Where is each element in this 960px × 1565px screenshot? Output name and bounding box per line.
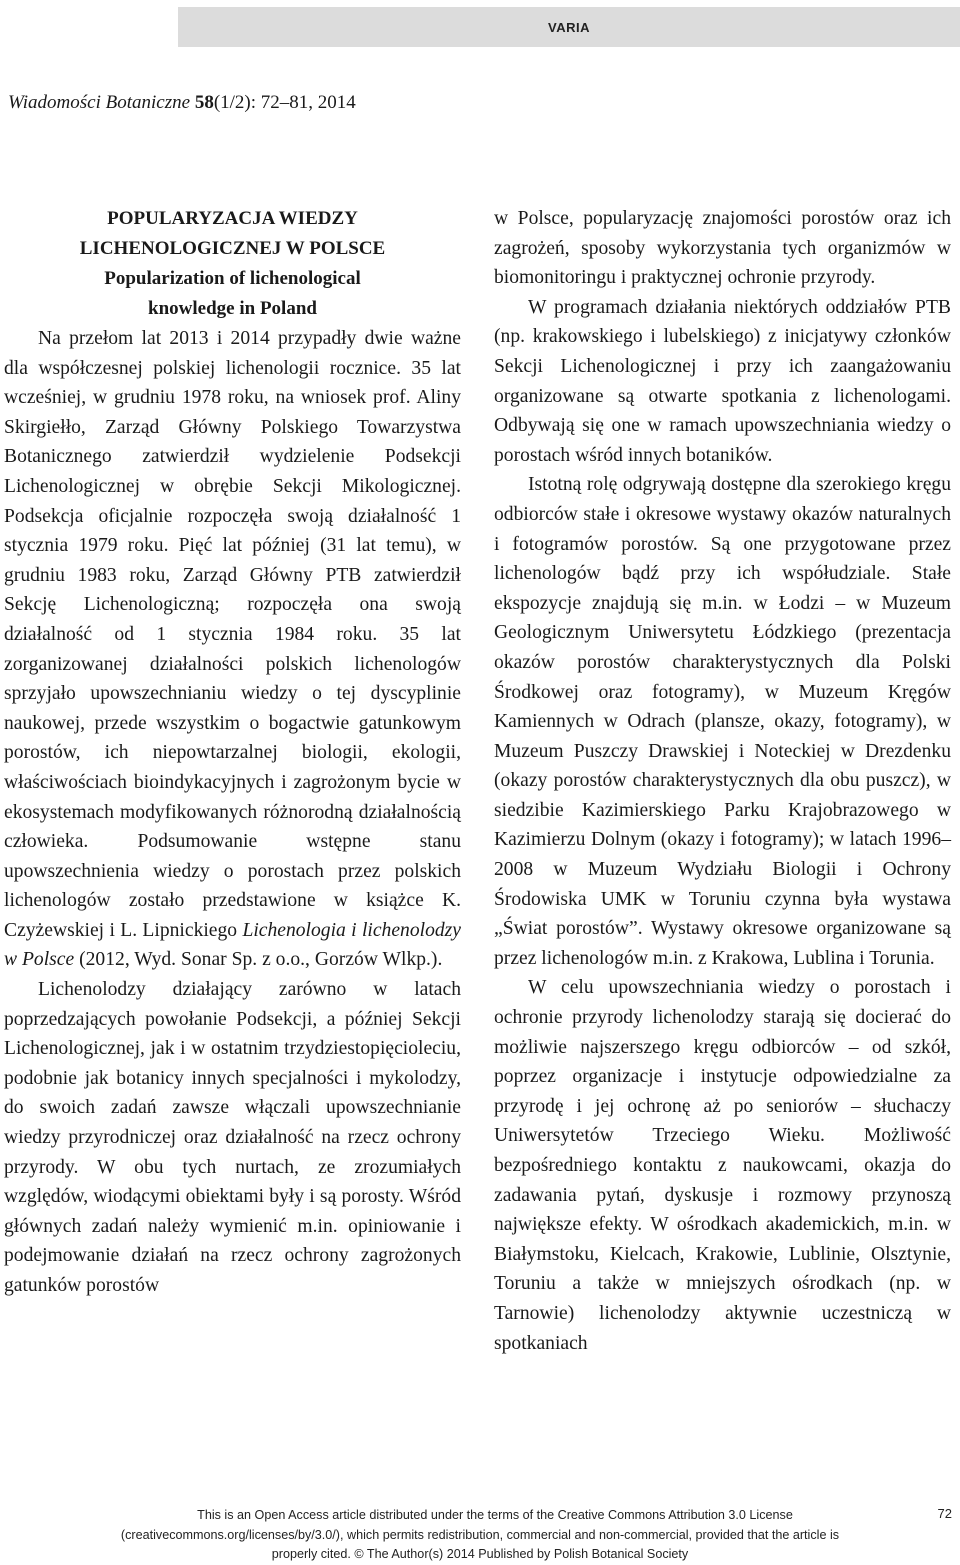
license-line: (creativecommons.org/licenses/by/3.0/), which permits redistribution, commercial and non-commercial, provided that the article is: [120, 1527, 840, 1542]
book-title: Lichenologia i lichenolodzy w Polsce: [4, 919, 461, 971]
license-line: This is an Open Access article distributed under the terms of the Creative Commons Attribution 3.0 License: [197, 1508, 793, 1522]
issue-pages-year: (1/2): 72–81, 2014: [213, 92, 356, 113]
journal-name: Wiadomości Botaniczne: [8, 92, 191, 113]
journal-volume: 58: [194, 92, 214, 113]
page-number: 72: [937, 1506, 952, 1521]
article-subtitle-line1: Popularization of lichenological: [104, 268, 361, 289]
body-paragraph: Lichenolodzy działający zarówno w latach poprzedzających powołanie Podsekcji, a później Sekcji Lichenologicznej, jak i w ostatnim trzydziestopięcioleciu, podobnie jak botanicy innych specjalności i mykolodzy, do swoich zadań zawsze włączali upowszechnianie wiedzy przyrodniczej oraz działalność na rzecz ochrony przyrody. W obu tych nurtach, ze zrozumiałych względów, wiodącymi obiektami były i są porosty. Wśród głównych zadań należy wymienić m.in. opiniowanie i podejmowanie działań na rzecz ochrony zagrożonych gatunków porostów: [4, 979, 461, 1296]
article-title: [4, 204, 461, 264]
section-label: VARIA: [548, 19, 590, 35]
paragraph-text: (2012, Wyd. Sonar Sp. z o.o., Gorzów Wlkp.).: [74, 949, 443, 971]
license-line: properly cited. © The Author(s) 2014 Published by Polish Botanical Society: [271, 1547, 689, 1561]
article-title-line1: POPULARYZACJA WIEDZY: [107, 208, 358, 229]
paragraph-text: Na przełom lat 2013 i 2014 przypadły dwie ważne dla współczesnej polskiej lichenologii rocznice. 35 lat wcześniej, w grudniu 1978 roku, na wniosek prof. Aliny Skirgiełło, Zarząd Główny Polskiego Towarzystwa Botanicznego zatwierdził wydzielenie Podsekcji Lichenologicznej w obrębie Sekcji Mikologicznej. Podsekcja oficjalnie rozpoczęła swoją działalność 1 stycznia 1979 roku. Pięć lat później (31 lat temu), w grudniu 1983 roku, Zarząd Główny PTB zatwierdził Sekcję Lichenologiczną; rozpoczęła ona swoją działalność od 1 stycznia 1984 roku. 35 lat zorganizowanej działalności polskich lichenologów sprzyjało upowszechnianiu wiedzy o tej dyscyplinie naukowej, przede wszystkim o bogactwie gatunkowym porostów, ich niepowtarzalnej biologii, ekologii, właściwościach bioindykacyjnych i zagrożonym bycie w ekosystemach modyfikowanych różnorodną działalnością człowieka. Podsumowanie wstępne stanu upowszechnienia wiedzy o porostach przez polskich lichenologów zostało przedstawione w książce K. Czyżewskiej i L. Lipnickiego: [4, 328, 461, 941]
article-subtitle: [4, 264, 461, 324]
journal-citation: [8, 92, 356, 114]
article-title-block: [4, 204, 461, 324]
body-paragraph: W celu upowszechniania wiedzy o porostach i ochronie przyrody lichenolodzy starają się docierać do możliwie najszerszego kręgu odbiorców – od szkół, poprzez organizacje i instytucje odpowiedzialne za przyrodę i jej ochronę aż po seniorów – słuchaczy Uniwersytetów Trzeciego Wieku. Możliwość bezpośredniego kontaktu z naukowcami, okazja do zadawania pytań, dyskusje i rozmowy przynoszą największe efekty. W ośrodkach akademickich, m.in. w Białymstoku, Kielcach, Krakowie, Lublinie, Olsztynie, Toruniu a także w mniejszych ośrodkach (np. w Tarnowie) lichenolodzy aktywnie uczestniczą w spotkaniach: [494, 977, 951, 1354]
license-footer: [0, 1506, 960, 1565]
left-column: [4, 204, 461, 1301]
body-paragraph-continued: w Polsce, popularyzację znajomości porostów oraz ich zagrożeń, sposoby wykorzystania tych organizmów w biomonitoringu i praktycznej ochronie przyrody.: [494, 208, 951, 289]
article-subtitle-line2: knowledge in Poland: [148, 298, 317, 319]
body-paragraph: W programach działania niektórych oddziałów PTB (np. krakowskiego i lubelskiego) z inicjatywy członków Sekcji Lichenologicznej i przy ich zaangażowaniu organizowane są otwarte spotkania z lichenologami. Odbywają się one w ramach upowszechniania wiedzy o porostach wśród innych botaników.: [494, 296, 951, 466]
body-paragraph: Istotną rolę odgrywają dostępne dla szerokiego kręgu odbiorców stałe i okresowe wystawy okazów naturalnych i fotogramów porostów. Są one przygotowane przez lichenologów bądź przy ich współudziale. Stałe ekspozycje znajdują się m.in. w Łodzi – w Muzeum Geologicznym Uniwersytetu Łódzkiego (prezentacja okazów porostów charakterystycznych dla Polski Środkowej oraz fotogramy), w Muzeum Kręgów Kamiennych w Odrach (plansze, okazy, fotogramy), w Muzeum Puszczy Drawskiej i Noteckiej w Drezdenku (okazy porostów charakterystycznych dla obu puszcz), w siedzibie Kazimierskiego Parku Krajobrazowego w Kazimierzu Dolnym (okazy i fotogramy); w latach 1996–2008 w Muzeum Wydziału Biologii i Ochrony Środowiska UMK w Toruniu czynna była wystawa „Świat porostów”. Wystawy okresowe organizowane są przez lichenologów m.in. z Krakowa, Lublina i Torunia.: [494, 474, 951, 969]
body-paragraph: [4, 324, 461, 975]
right-column: [494, 204, 951, 1358]
section-header-bar: [178, 7, 960, 47]
article-title-line2: LICHENOLOGICZNEJ W POLSCE: [79, 238, 386, 259]
